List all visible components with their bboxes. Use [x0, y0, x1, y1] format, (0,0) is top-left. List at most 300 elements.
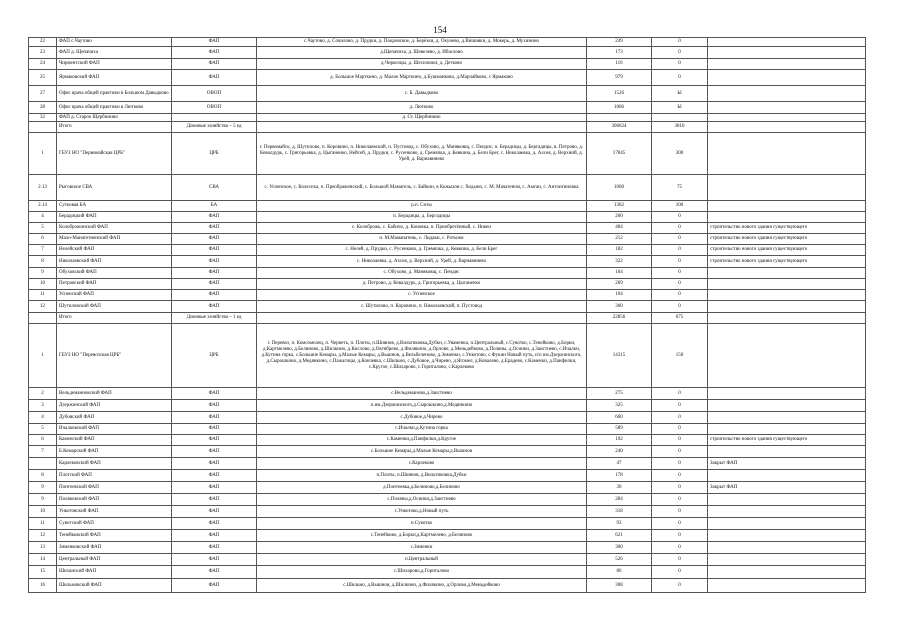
row-number-cell: 24 [29, 59, 57, 70]
table-row [29, 506, 866, 518]
row-number-cell: 6 [29, 435, 57, 446]
row-number-cell: 25 [29, 70, 57, 86]
facility-type-cell: ФАП [172, 470, 257, 482]
count-cell: 0 [652, 424, 708, 435]
count-cell: 0 [652, 234, 708, 245]
page-number: 154 [433, 25, 447, 35]
row-number-cell: 16 [29, 579, 57, 593]
note-cell [708, 542, 866, 554]
count-cell: 0 [652, 59, 708, 70]
service-area-cell: п.Сувотко [257, 518, 587, 530]
facility-type-cell: ФАП [172, 458, 257, 470]
row-number-cell: 2.13 [29, 175, 57, 201]
facility-name-cell: Б.Кемарский ФАП [57, 446, 172, 458]
facility-type-cell: ФАП [172, 245, 257, 256]
facility-type-cell: ОВОП [172, 102, 257, 114]
count-cell: 0 [652, 256, 708, 268]
table-row [29, 133, 866, 175]
table-row [29, 102, 866, 114]
table-row [29, 70, 866, 86]
table-row [29, 324, 866, 388]
service-area-cell: с.Зименки [257, 542, 587, 554]
facility-type-cell: Домовые хозяйства – 5 ед [172, 122, 257, 133]
population-cell: 240 [587, 446, 652, 458]
row-number-cell: 2 [29, 388, 57, 400]
service-area-cell: п. Берадицы, д. Бергадицы [257, 212, 587, 223]
facility-type-cell: ФАП [172, 400, 257, 412]
population-cell: 104 [587, 290, 652, 301]
note-cell [708, 114, 866, 122]
count-cell: 0 [652, 579, 708, 593]
population-cell: 116 [587, 59, 652, 70]
facility-type-cell: ФАП [172, 301, 257, 313]
note-cell [708, 268, 866, 279]
population-cell: 47 [587, 458, 652, 470]
facility-type-cell [172, 114, 257, 122]
facility-type-cell: ОВОП [172, 86, 257, 102]
facility-name-cell: Итого [57, 313, 172, 324]
table-row [29, 470, 866, 482]
table-row [29, 201, 866, 212]
service-area-cell: с.Тенейково, д.Борки,д.Картмелево, д.Белиново [257, 530, 587, 542]
facility-type-cell: ЦРБ [172, 133, 257, 175]
facility-type-cell: ФАП [172, 388, 257, 400]
row-number-cell: 6 [29, 234, 57, 245]
population-cell: 621 [587, 530, 652, 542]
facility-type-cell: ФАП [172, 494, 257, 506]
row-number-cell: 12 [29, 301, 57, 313]
table-row [29, 458, 866, 470]
table-row [29, 175, 866, 201]
facility-type-cell: ФАП [172, 290, 257, 301]
facility-name-cell: ФАП д. Щепачиха [57, 47, 172, 59]
population-cell: 14315 [587, 324, 652, 388]
count-cell: 0 [652, 542, 708, 554]
row-number-cell: 5 [29, 223, 57, 234]
population-cell: 360 [587, 301, 652, 313]
facility-type-cell: ФАП [172, 506, 257, 518]
note-cell [708, 324, 866, 388]
facility-name-cell: ФАП с.Чаутово [57, 38, 172, 47]
note-cell [708, 59, 866, 70]
table-row [29, 579, 866, 593]
population-cell: 1362 [587, 201, 652, 212]
facility-name-cell: Шиханский ФАП [57, 566, 172, 579]
count-cell: 0 [652, 566, 708, 579]
facility-type-cell: ФАП [172, 59, 257, 70]
population-cell: 526 [587, 554, 652, 566]
service-area-cell: с.Ичалки,д.Кутина горка [257, 424, 587, 435]
facility-type-cell: ФАП [172, 212, 257, 223]
note-cell [708, 579, 866, 593]
table-row [29, 290, 866, 301]
facility-name-cell: Сувотский ФАП [57, 518, 172, 530]
service-area-cell: с.Большие Кемары,д.Малые Кемары,д.Вышнов [257, 446, 587, 458]
facility-name-cell: Офис врача общей практики в Лютково [57, 102, 172, 114]
service-area-cell: с.Ункотово,д.Новый путь [257, 506, 587, 518]
service-area-cell: с.Чаутово, д. Сочилово, д. Прудки, д. Покровское, д. Берёзки, д. Окунево, д.Вишняки, д. Мокерь, д. Мухинино [257, 38, 587, 47]
note-cell: строительство нового здания существующего [708, 223, 866, 234]
note-cell [708, 301, 866, 313]
row-number-cell: 13 [29, 542, 57, 554]
facility-type-cell: ФАП [172, 70, 257, 86]
note-cell: Закрыт ФАП [708, 458, 866, 470]
facility-type-cell: ФАП [172, 424, 257, 435]
population-cell: 1526 [587, 86, 652, 102]
count-cell: 0 [652, 446, 708, 458]
service-area-cell: д. Петрово, д. Кевалдурь, д. Григорьевка, д. Цыганенко [257, 279, 587, 290]
facility-type-cell: ФАП [172, 482, 257, 494]
count-cell: Ы [652, 102, 708, 114]
facility-type-cell: ФАП [172, 223, 257, 234]
population-cell: 660 [587, 412, 652, 424]
table-row [29, 86, 866, 102]
row-number-cell: 14 [29, 554, 57, 566]
service-area-cell: п. М.Маманатень, с. Лидаки, с. Ротыжи [257, 234, 587, 245]
population-cell: 275 [587, 388, 652, 400]
population-cell: 182 [587, 245, 652, 256]
facility-name-cell: Вельдеманновский ФАП [57, 388, 172, 400]
table-row [29, 388, 866, 400]
service-area-cell: п.Центральный [257, 554, 587, 566]
row-number-cell: 11 [29, 518, 57, 530]
count-cell: 675 [652, 313, 708, 324]
note-cell [708, 313, 866, 324]
service-area-cell: с.Шихарово,д.Гориталово [257, 566, 587, 579]
count-cell [652, 114, 708, 122]
note-cell [708, 412, 866, 424]
note-cell [708, 201, 866, 212]
service-area-cell: с. Обухово, д. Маняковщ, с. Пендис [257, 268, 587, 279]
population-cell: 484 [587, 223, 652, 234]
population-cell: 192 [587, 435, 652, 446]
facility-name-cell: Мало-Манатетненский ФАП [57, 234, 172, 245]
population-cell: 17845 [587, 133, 652, 175]
note-cell [708, 494, 866, 506]
facility-type-cell: БА [172, 201, 257, 212]
note-cell [708, 70, 866, 86]
note-cell [708, 446, 866, 458]
facility-name-cell: Ярмаковский ФАП [57, 70, 172, 86]
table-row [29, 435, 866, 446]
service-area-cell: с.Вельдеманово,д.Заистиево [257, 388, 587, 400]
facility-type-cell: ФАП [172, 554, 257, 566]
table-row [29, 412, 866, 424]
service-area-cell: с. Колоброжь, с. Бабичо, д. Коновка, п. Приобретённый, с. Никеи [257, 223, 587, 234]
count-cell: 0 [652, 470, 708, 482]
table-row [29, 47, 866, 59]
population-cell: 322 [587, 256, 652, 268]
note-cell [708, 424, 866, 435]
table-row [29, 530, 866, 542]
note-cell [708, 530, 866, 542]
facilities-table [28, 37, 866, 593]
facility-type-cell: Домовые хозяйства – 1 ед [172, 313, 257, 324]
service-area-cell [257, 313, 587, 324]
facility-type-cell: ФАП [172, 279, 257, 290]
population-cell: 164 [587, 268, 652, 279]
count-cell: 3810 [652, 122, 708, 133]
population-cell: 979 [587, 70, 652, 86]
service-area-cell [257, 122, 587, 133]
note-cell [708, 47, 866, 59]
table-row [29, 38, 866, 47]
table-row [29, 234, 866, 245]
table-row [29, 59, 866, 70]
note-cell [708, 506, 866, 518]
facility-type-cell: ФАП [172, 579, 257, 593]
service-area-cell: г. Перевоз, п. Комсомолец, п. Чернеть, п. Плоты, п.Шиянов, д.Вильтиковка,Дубки, с.Уваменкa, п.Центральный, с.Сувотко, с.Тенейково, д.Борки, д.Картмелево, д.Белиново, д.Шилкино, д.Кислово, д.Октябрево, д.Филякино, д.Орлово, д.Меньдейково, д.Поляны, д.Осинки, д.Заистиево, с.Ичалки, д.Кутина горка, с.Большие Кемары, д.Малые Кемары, д.Вышнов, д.Вельбеленово, д.Зименки, с.Ункотово, с.Фукин Новый путь, п/о им.Дзержинского, д.Сырошкино, д.Медянкино, с.Пажагицы, д.Кокчевка, с.Шильмо, с.Дубовое, д.Чирево, д.Ягомел, д.Ковалево, д.Ерадево, с.Каменки, д.Панфилки, с.Кругое, с.Шихарово, с.Гориталово, с.Карлеково [257, 324, 587, 388]
facility-name-cell: Итого [57, 122, 172, 133]
population-cell: 325 [587, 400, 652, 412]
facility-name-cell: Ичалковский ФАП [57, 424, 172, 435]
facility-type-cell: ФАП [172, 268, 257, 279]
facility-type-cell: ФАП [172, 435, 257, 446]
facility-name-cell: ГБУЗ НО "Перевозская ЦРБ" [57, 324, 172, 388]
note-cell [708, 175, 866, 201]
population-cell: 306624 [587, 122, 652, 133]
note-cell [708, 290, 866, 301]
row-number-cell: 3 [29, 400, 57, 412]
table-row [29, 212, 866, 223]
count-cell: 300 [652, 133, 708, 175]
note-cell [708, 400, 866, 412]
note-cell [708, 470, 866, 482]
facility-name-cell: Дзержинский ФАП [57, 400, 172, 412]
facility-name-cell: Чирментский ФАП [57, 59, 172, 70]
population-cell: 589 [587, 424, 652, 435]
table-row [29, 301, 866, 313]
facility-name-cell: ФАП д. Старое Щербинино [57, 114, 172, 122]
table-row [29, 122, 866, 133]
row-number-cell: 9 [29, 482, 57, 494]
note-cell [708, 554, 866, 566]
service-area-cell: с. Нелей, д. Прудки, с. Русенково, д. Гремячка, д. Кевкина, д. Бели Брег [257, 245, 587, 256]
table-row [29, 223, 866, 234]
table-row [29, 256, 866, 268]
facility-name-cell: Нелейский ФАП [57, 245, 172, 256]
service-area-cell: р.п. Ситы [257, 201, 587, 212]
service-area-cell: с. Б. Давыдково [257, 86, 587, 102]
note-cell: строительство нового здания существующего [708, 245, 866, 256]
table-row [29, 268, 866, 279]
row-number-cell: 32 [29, 114, 57, 122]
row-number-cell: 10 [29, 506, 57, 518]
table-row [29, 400, 866, 412]
count-cell: 0 [652, 268, 708, 279]
service-area-cell: п.Плоты, п.Шиянов, д.Вильтиковка,Дубки [257, 470, 587, 482]
table-row [29, 494, 866, 506]
service-area-cell: д.Понтеевка,д.Белиново,д.Белиново [257, 482, 587, 494]
note-cell: строительство нового здания существующего [708, 256, 866, 268]
service-area-cell: с.Каменки,д.Панфилки,д.Кругое [257, 435, 587, 446]
population-cell: 86 [587, 566, 652, 579]
facility-type-cell: ЦРБ [172, 324, 257, 388]
row-number-cell: 9 [29, 268, 57, 279]
population-cell: 284 [587, 494, 652, 506]
note-cell [708, 388, 866, 400]
note-cell [708, 279, 866, 290]
table-row [29, 313, 866, 324]
table-row [29, 279, 866, 290]
facility-name-cell: Плотский ФАП [57, 470, 172, 482]
population-cell: 173 [587, 47, 652, 59]
service-area-cell: с. Николаевка, д. Ахсея, д. Верхний, д. Урей, д. Варнавинево [257, 256, 587, 268]
facility-name-cell: Шутиловский ФАП [57, 301, 172, 313]
facility-name-cell: Петровский ФАП [57, 279, 172, 290]
service-area-cell: д. Ст. Щербинино [257, 114, 587, 122]
facility-type-cell: ФАП [172, 518, 257, 530]
note-cell [708, 122, 866, 133]
service-area-cell: с.Дубовое,д.Чирево [257, 412, 587, 424]
count-cell: 75 [652, 175, 708, 201]
facility-type-cell: ФАП [172, 542, 257, 554]
facility-name-cell: Центральный ФАП [57, 554, 172, 566]
count-cell: 0 [652, 412, 708, 424]
count-cell: 0 [652, 245, 708, 256]
count-cell: Ы [652, 86, 708, 102]
note-cell [708, 518, 866, 530]
count-cell: 0 [652, 554, 708, 566]
row-number-cell [29, 313, 57, 324]
count-cell: 0 [652, 458, 708, 470]
count-cell: 0 [652, 530, 708, 542]
row-number-cell: 27 [29, 86, 57, 102]
table-row [29, 424, 866, 435]
row-number-cell: 15 [29, 566, 57, 579]
population-cell: 22856 [587, 313, 652, 324]
row-number-cell: 22 [29, 38, 57, 47]
population-cell: 30 [587, 482, 652, 494]
note-cell [708, 102, 866, 114]
facility-name-cell: ГБУЗ НО "Первомайская ЦРБ" [57, 133, 172, 175]
note-cell [708, 133, 866, 175]
count-cell: 0 [652, 212, 708, 223]
row-number-cell: 12 [29, 530, 57, 542]
row-number-cell: 10 [29, 279, 57, 290]
row-number-cell [29, 458, 57, 470]
note-cell [708, 86, 866, 102]
facility-type-cell: ФАП [172, 256, 257, 268]
service-area-cell: д.Чиркозцы, д. Шесилюки, д. Детково [257, 59, 587, 70]
facility-name-cell: Шильмовский ФАП [57, 579, 172, 593]
population-cell: 308 [587, 579, 652, 593]
facility-name-cell: Карлековский ФАП [57, 458, 172, 470]
facility-name-cell: Поляковский ФАП [57, 494, 172, 506]
facility-name-cell: Тенейковский ФАП [57, 530, 172, 542]
population-cell: 178 [587, 470, 652, 482]
service-area-cell: с. Успенское [257, 290, 587, 301]
count-cell: 0 [652, 494, 708, 506]
count-cell: 0 [652, 301, 708, 313]
row-number-cell: 4 [29, 212, 57, 223]
row-number-cell: 8 [29, 256, 57, 268]
population-cell: 318 [587, 506, 652, 518]
service-area-cell: с. Шутилово, п. Коровино, п. Николаевский, п. Пустовод [257, 301, 587, 313]
facility-type-cell: СВА [172, 175, 257, 201]
facility-name-cell: Николаевский ФАП [57, 256, 172, 268]
row-number-cell: 23 [29, 47, 57, 59]
population-cell: 1066 [587, 102, 652, 114]
facility-type-cell: ФАП [172, 412, 257, 424]
population-cell: 1060 [587, 175, 652, 201]
row-number-cell [29, 122, 57, 133]
count-cell: 150 [652, 324, 708, 388]
row-number-cell: 1 [29, 324, 57, 388]
population-cell: 300 [587, 542, 652, 554]
population-cell: 269 [587, 279, 652, 290]
table-row [29, 245, 866, 256]
note-cell [708, 212, 866, 223]
table-row [29, 482, 866, 494]
count-cell: 0 [652, 388, 708, 400]
note-cell: строительство нового здания существующего [708, 435, 866, 446]
count-cell: 0 [652, 38, 708, 47]
facility-name-cell: Каменский ФАП [57, 435, 172, 446]
count-cell: 0 [652, 506, 708, 518]
row-number-cell: 7 [29, 245, 57, 256]
row-number-cell: 2.14 [29, 201, 57, 212]
table-row [29, 114, 866, 122]
count-cell: 0 [652, 47, 708, 59]
count-cell: 100 [652, 201, 708, 212]
service-area-cell: д.Щепачиха, д. Шевелево, д. Ибаслово [257, 47, 587, 59]
row-number-cell: 4 [29, 412, 57, 424]
facility-name-cell: Дубовский ФАП [57, 412, 172, 424]
count-cell: 0 [652, 435, 708, 446]
facility-type-cell: ФАП [172, 47, 257, 59]
row-number-cell: 7 [29, 446, 57, 458]
row-number-cell: 9 [29, 494, 57, 506]
population-cell [587, 114, 652, 122]
note-cell: Закрыт ФАП [708, 482, 866, 494]
service-area-cell: д. Большое Марткино, д. Малое Марткино, д.Бушманково, д.Марчайково, с Ярмаково [257, 70, 587, 86]
facility-name-cell: Ункотовский ФАП [57, 506, 172, 518]
facility-type-cell: ФАП [172, 38, 257, 47]
facility-name-cell: Зименковский ФАП [57, 542, 172, 554]
facility-name-cell: Успенский ФАП [57, 290, 172, 301]
facility-name-cell: Офис врача общей практики в Большом Давыдково [57, 86, 172, 102]
population-cell: 212 [587, 234, 652, 245]
population-cell: 93 [587, 518, 652, 530]
facility-name-cell: Понтеевский ФАП [57, 482, 172, 494]
count-cell: 0 [652, 70, 708, 86]
population-cell: 260 [587, 212, 652, 223]
service-area-cell: г. Первомайск, д. Шутилово, п. Коровино, п. Николаевский, п. Пустовод, с. Обухово, д. Маняковщ, с. Пендис, п. Берадицы, д. Бергадицы, в. Петрово, д. Кевалдурь, с. Григорьевка, д. Цыганенко, Нейсей, д. Прудки, с. Русенково, д. Гремячка, д. Кевкина, д. Бели Брег, с. Николаевка, д. Ахсея, д. Верхний, д. Урей, д. Варнавинево [257, 133, 587, 175]
facility-type-cell: ФАП [172, 234, 257, 245]
facility-type-cell: ФАП [172, 446, 257, 458]
facility-type-cell: ФАП [172, 530, 257, 542]
service-area-cell: с.Поляны,д.Осинки,д.Заистиево [257, 494, 587, 506]
table-row [29, 518, 866, 530]
count-cell: 0 [652, 400, 708, 412]
count-cell: 0 [652, 279, 708, 290]
table-row [29, 446, 866, 458]
row-number-cell: 11 [29, 290, 57, 301]
row-number-cell: 8 [29, 470, 57, 482]
table-row [29, 566, 866, 579]
service-area-cell: д. Лютково [257, 102, 587, 114]
facility-name-cell: Берадицкий ФАП [57, 212, 172, 223]
row-number-cell: 5 [29, 424, 57, 435]
count-cell: 0 [652, 290, 708, 301]
note-cell [708, 566, 866, 579]
population-cell: 249 [587, 38, 652, 47]
service-area-cell: п.им.Дзержинского,д.Сырошкино,д.Медянкино [257, 400, 587, 412]
facility-type-cell: ФАП [172, 566, 257, 579]
facility-name-cell: Колоброжинский ФАП [57, 223, 172, 234]
facility-name-cell: Сутковая БА [57, 201, 172, 212]
